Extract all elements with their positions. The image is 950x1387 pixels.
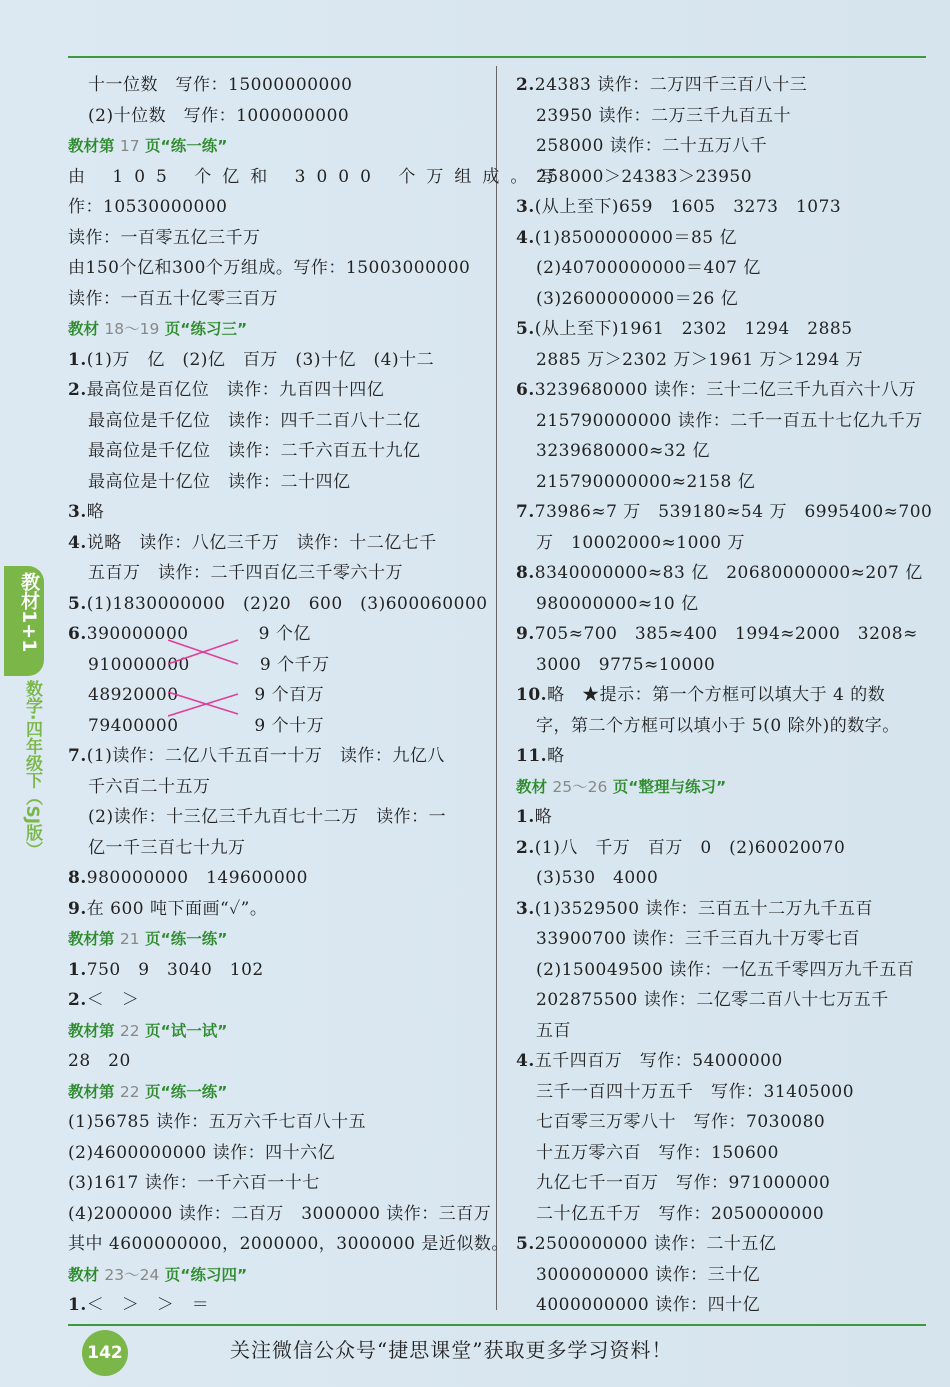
heading-suffix: 页“练一练” bbox=[139, 1082, 228, 1101]
section-heading bbox=[68, 131, 484, 162]
answer-line bbox=[68, 253, 484, 284]
heading-suffix: 页“试一试” bbox=[139, 1021, 228, 1040]
line-text: 33900700 读作：三千三百九十万零七百 bbox=[536, 929, 860, 949]
answer-line bbox=[516, 558, 930, 589]
heading-prefix: 教材 bbox=[68, 320, 105, 338]
heading-suffix: 页“练习四” bbox=[159, 1265, 248, 1284]
line-text: 读作：一百五十亿零三百万 bbox=[68, 288, 278, 309]
item-number: 5. bbox=[516, 1234, 535, 1254]
heading-page: 23～24 bbox=[104, 1265, 160, 1284]
answer-line bbox=[68, 1107, 484, 1138]
line-text: 略 bbox=[547, 746, 565, 766]
answer-line bbox=[68, 741, 484, 772]
item-number: 1. bbox=[68, 1295, 87, 1315]
heading-page: 22 bbox=[119, 1082, 140, 1101]
answer-line bbox=[68, 284, 484, 315]
answer-line bbox=[516, 528, 930, 559]
line-text: (1)读作：二亿八千五百一十万 读作：九亿八 bbox=[86, 746, 445, 766]
answer-line bbox=[516, 375, 930, 406]
line-text: (从上至下)1961 2302 1294 2885 bbox=[534, 319, 853, 339]
item-number: 7. bbox=[68, 746, 87, 766]
answer-line bbox=[516, 680, 930, 711]
line-text: 略 bbox=[534, 807, 553, 827]
item-number: 10. bbox=[516, 685, 548, 705]
answer-line bbox=[68, 680, 484, 711]
line-text: (2)150049500 读作：一亿五千零四万九千五百 bbox=[536, 959, 915, 980]
line-text: 最高位是千亿位 读作：二千六百五十九亿 bbox=[88, 441, 421, 461]
answer-line bbox=[516, 101, 930, 132]
answer-line bbox=[68, 711, 484, 742]
answer-line bbox=[68, 863, 484, 894]
answer-line bbox=[516, 985, 930, 1016]
answer-line bbox=[68, 406, 484, 437]
line-text: 8340000000≈83 亿 20680000000≈207 亿 bbox=[534, 563, 923, 583]
item-number: 2. bbox=[516, 75, 535, 95]
line-text: (2)4600000000 读作：四十六亿 bbox=[68, 1142, 336, 1163]
answer-line bbox=[516, 833, 930, 864]
section-heading bbox=[68, 1077, 484, 1108]
line-text: (从上至下)659 1605 3273 1073 bbox=[534, 197, 842, 217]
line-text: (3)530 4000 bbox=[536, 868, 659, 888]
answer-line bbox=[516, 345, 930, 376]
line-text: 最高位是千亿位 读作：四千二百八十二亿 bbox=[88, 410, 421, 431]
answer-line bbox=[68, 985, 484, 1016]
line-text: 最高位是十亿位 读作：二十四亿 bbox=[88, 471, 351, 492]
line-text: 由150个亿和300个万组成。写作：15003000000 bbox=[68, 258, 471, 278]
line-text: 258000＞24383＞23950 bbox=[536, 166, 753, 187]
line-text: 七百零三万零八十 写作：7030080 bbox=[536, 1112, 826, 1132]
answer-line bbox=[516, 467, 930, 498]
line-text: 说略 读作：八亿三千万 读作：十二亿七千 bbox=[86, 532, 437, 553]
answer-line bbox=[516, 406, 930, 437]
answer-line bbox=[68, 650, 484, 681]
answer-line bbox=[68, 1138, 484, 1169]
line-text: (1)1830000000 (2)20 600 (3)600060000 bbox=[86, 593, 488, 614]
heading-suffix: 页“练一练” bbox=[139, 930, 228, 948]
item-number: 8. bbox=[516, 563, 535, 583]
answer-line bbox=[516, 1138, 930, 1169]
line-text: 2500000000 读作：二十五亿 bbox=[534, 1234, 777, 1254]
line-text: 980000000≈10 亿 bbox=[536, 593, 699, 614]
answer-line bbox=[68, 345, 484, 376]
line-text: 3239680000≈32 亿 bbox=[536, 441, 710, 461]
item-number: 4. bbox=[516, 1051, 535, 1071]
line-text: 千六百二十五万 bbox=[88, 776, 211, 797]
heading-prefix: 教材第 bbox=[68, 1021, 120, 1040]
item-number: 1. bbox=[68, 959, 87, 980]
line-text: 九亿七千一百万 写作：971000000 bbox=[536, 1173, 831, 1193]
line-text: 390000000 9 个亿 bbox=[86, 624, 311, 644]
match-line bbox=[168, 694, 238, 716]
line-text: (3)2600000000＝26 亿 bbox=[536, 288, 739, 309]
answer-line bbox=[516, 894, 930, 925]
section-heading bbox=[68, 314, 484, 345]
answer-line bbox=[68, 223, 484, 254]
line-text: 五百 bbox=[536, 1020, 571, 1041]
section-heading bbox=[516, 772, 930, 803]
item-number: 3. bbox=[68, 502, 87, 522]
line-text: 最高位是百亿位 读作：九百四十四亿 bbox=[86, 380, 385, 400]
answer-line bbox=[68, 1046, 484, 1077]
answer-line bbox=[68, 1229, 509, 1260]
answer-line bbox=[516, 1199, 930, 1230]
line-text: 五百万 读作：二千四百亿三千零六十万 bbox=[88, 563, 403, 583]
line-text: 705≈700 385≈400 1994≈2000 3208≈ bbox=[534, 624, 918, 644]
answer-line bbox=[516, 1107, 930, 1138]
answer-line bbox=[68, 833, 484, 864]
line-text: 在 600 吨下面画“✓”。 bbox=[86, 898, 268, 919]
answer-line bbox=[68, 467, 484, 498]
line-text: (1)3529500 读作：三百五十二万九千五百 bbox=[534, 898, 873, 919]
answer-line bbox=[516, 253, 930, 284]
line-text: 3239680000 读作：三十二亿三千九百六十八万 bbox=[534, 380, 917, 400]
answer-line bbox=[68, 162, 567, 193]
answer-line bbox=[68, 772, 484, 803]
line-text: (1)8500000000＝85 亿 bbox=[534, 227, 738, 248]
side-tab-subtitle: 数学·四年级下（SJ版） bbox=[22, 680, 42, 859]
line-text: 三千一百四十万五千 写作：31405000 bbox=[536, 1081, 855, 1102]
answer-line bbox=[516, 1046, 930, 1077]
answer-line bbox=[516, 1077, 930, 1108]
line-text: 作：10530000000 bbox=[68, 197, 228, 217]
line-text: (2)十位数 写作：1000000000 bbox=[88, 105, 350, 126]
matching-lines bbox=[168, 636, 244, 726]
heading-page: 17 bbox=[119, 137, 140, 155]
answer-line bbox=[516, 650, 930, 681]
match-line bbox=[168, 692, 238, 714]
line-text: 258000 读作：二十五万八千 bbox=[536, 136, 768, 156]
heading-suffix: 页“练一练” bbox=[139, 137, 228, 155]
answer-line bbox=[68, 192, 484, 223]
right-column bbox=[516, 70, 933, 1321]
line-text: 73986≈7 万 539180≈54 万 6995400≈700 bbox=[534, 502, 933, 522]
heading-prefix: 教材 bbox=[68, 1265, 105, 1284]
answer-line bbox=[516, 741, 930, 772]
line-text: 2885 万＞2302 万＞1961 万＞1294 万 bbox=[536, 349, 864, 370]
line-text: 4000000000 读作：四十亿 bbox=[536, 1295, 761, 1315]
answer-line bbox=[516, 436, 930, 467]
answer-line bbox=[68, 894, 484, 925]
item-number: 1. bbox=[516, 807, 535, 827]
answer-line bbox=[516, 863, 930, 894]
answer-line bbox=[516, 192, 930, 223]
answer-line bbox=[516, 711, 930, 742]
heading-prefix: 教材第 bbox=[68, 137, 120, 155]
side-tab-title: 教材1+1 bbox=[18, 572, 40, 653]
answer-line bbox=[516, 802, 930, 833]
line-text: (3)1617 读作：一千六百一十七 bbox=[68, 1173, 320, 1193]
answer-line bbox=[516, 497, 933, 528]
heading-suffix: 页“练习三” bbox=[159, 320, 248, 338]
line-text: 由 105 个亿和 3000 个万组成。写 bbox=[68, 166, 567, 187]
answer-line bbox=[68, 101, 484, 132]
top-rule bbox=[68, 56, 926, 58]
page-number: 142 bbox=[82, 1330, 128, 1376]
answer-line bbox=[516, 162, 930, 193]
answer-line bbox=[68, 955, 484, 986]
item-number: 11. bbox=[516, 746, 548, 766]
answer-line bbox=[516, 284, 930, 315]
heading-page: 18～19 bbox=[104, 320, 160, 338]
answer-line bbox=[68, 589, 488, 620]
line-text: 略 ★提示：第一个方框可以填大于 4 的数 bbox=[547, 685, 886, 705]
answer-line bbox=[68, 1290, 484, 1321]
item-number: 6. bbox=[68, 624, 87, 644]
answer-line bbox=[68, 436, 484, 467]
line-text: 字，第二个方框可以填小于 5(0 除外)的数字。 bbox=[536, 715, 900, 736]
item-number: 8. bbox=[68, 868, 87, 888]
line-text: 79400000 9 个十万 bbox=[88, 715, 325, 736]
item-number: 2. bbox=[68, 380, 87, 400]
section-heading bbox=[68, 1016, 484, 1047]
answer-line bbox=[516, 1260, 930, 1291]
bottom-rule bbox=[68, 1324, 926, 1326]
line-text: 3000000000 读作：三十亿 bbox=[536, 1264, 761, 1285]
line-text: 读作：一百零五亿三千万 bbox=[68, 227, 261, 248]
answer-line bbox=[516, 955, 930, 986]
item-number: 2. bbox=[68, 990, 87, 1010]
line-text: 910000000 9 个千万 bbox=[88, 654, 330, 675]
line-text: (1)八 千万 百万 0 (2)60020070 bbox=[534, 837, 846, 858]
answer-line bbox=[68, 497, 484, 528]
heading-page: 25～26 bbox=[552, 777, 608, 796]
heading-suffix: 页“整理与练习” bbox=[607, 777, 727, 796]
line-text: 3000 9775≈10000 bbox=[536, 654, 716, 675]
item-number: 7. bbox=[516, 502, 535, 522]
item-number: 4. bbox=[516, 227, 535, 248]
line-text: 五千四百万 写作：54000000 bbox=[534, 1051, 783, 1071]
heading-prefix: 教材第 bbox=[68, 1082, 120, 1101]
heading-page: 22 bbox=[119, 1021, 140, 1040]
heading-prefix: 教材 bbox=[516, 777, 553, 796]
line-text: 24383 读作：二万四千三百八十三 bbox=[534, 75, 808, 95]
answer-line bbox=[516, 70, 930, 101]
line-text: (1)万 亿 (2)亿 百万 (3)十亿 (4)十二 bbox=[86, 349, 435, 370]
line-text: 215790000000 读作：二千一百五十七亿九千万 bbox=[536, 410, 923, 431]
answer-line bbox=[68, 375, 484, 406]
item-number: 9. bbox=[516, 624, 535, 644]
item-number: 4. bbox=[68, 532, 87, 553]
line-text: ＜ ＞ bbox=[86, 990, 140, 1010]
column-divider bbox=[496, 66, 497, 1310]
line-text: 750 9 3040 102 bbox=[86, 959, 264, 980]
footer-note: 关注微信公众号“捷思课堂”获取更多学习资料！ bbox=[230, 1338, 673, 1362]
answer-line bbox=[68, 1168, 484, 1199]
answer-line bbox=[68, 1199, 492, 1230]
answer-line bbox=[68, 70, 484, 101]
answer-line bbox=[516, 314, 930, 345]
answer-line bbox=[516, 131, 930, 162]
item-number: 3. bbox=[516, 197, 535, 217]
section-heading bbox=[68, 1260, 484, 1291]
item-number: 9. bbox=[68, 898, 87, 919]
answer-line bbox=[516, 1168, 930, 1199]
line-text: 980000000 149600000 bbox=[86, 868, 308, 888]
item-number: 5. bbox=[516, 319, 535, 339]
line-text: (1)56785 读作：五万六千七百八十五 bbox=[68, 1112, 367, 1132]
item-number: 3. bbox=[516, 898, 535, 919]
line-text: 48920000 9 个百万 bbox=[88, 685, 325, 705]
side-tab bbox=[4, 566, 44, 676]
section-heading bbox=[68, 924, 484, 955]
line-text: 十一位数 写作：15000000000 bbox=[88, 75, 353, 95]
line-text: 215790000000≈2158 亿 bbox=[536, 471, 756, 492]
left-column bbox=[68, 70, 567, 1321]
answer-line bbox=[68, 558, 484, 589]
line-text: 十五万零六百 写作：150600 bbox=[536, 1142, 779, 1163]
answer-line bbox=[516, 1229, 930, 1260]
answer-line bbox=[516, 223, 930, 254]
line-text: 23950 读作：二万三千九百五十 bbox=[536, 105, 791, 126]
answer-line bbox=[68, 802, 484, 833]
line-text: 28 20 bbox=[68, 1051, 131, 1071]
answer-line bbox=[68, 619, 484, 650]
line-text: 略 bbox=[86, 502, 105, 522]
line-text: (2)40700000000＝407 亿 bbox=[536, 258, 761, 278]
heading-prefix: 教材第 bbox=[68, 930, 120, 948]
item-number: 1. bbox=[68, 349, 87, 370]
answer-line bbox=[516, 1016, 930, 1047]
line-text: 亿一千三百七十九万 bbox=[88, 837, 246, 858]
answer-line bbox=[68, 528, 484, 559]
line-text: 202875500 读作：二亿零二百八十七万五千 bbox=[536, 990, 889, 1010]
line-text: (4)2000000 读作：二百万 3000000 读作：三百万 bbox=[68, 1203, 492, 1224]
item-number: 6. bbox=[516, 380, 535, 400]
answer-line bbox=[516, 924, 930, 955]
answer-line bbox=[516, 1290, 930, 1321]
item-number: 2. bbox=[516, 837, 535, 858]
answer-line bbox=[516, 619, 930, 650]
heading-page: 21 bbox=[119, 930, 140, 948]
line-text: 二十亿五千万 写作：2050000000 bbox=[536, 1203, 825, 1224]
line-text: 万 10002000≈1000 万 bbox=[536, 532, 745, 553]
answer-line bbox=[516, 589, 930, 620]
line-text: ＜ ＞ ＞ ＝ bbox=[86, 1295, 210, 1315]
line-text: (2)读作：十三亿三千九百七十二万 读作：一 bbox=[88, 807, 447, 827]
line-text: 其中 4600000000，2000000，3000000 是近似数。 bbox=[68, 1234, 509, 1254]
item-number: 5. bbox=[68, 593, 87, 614]
